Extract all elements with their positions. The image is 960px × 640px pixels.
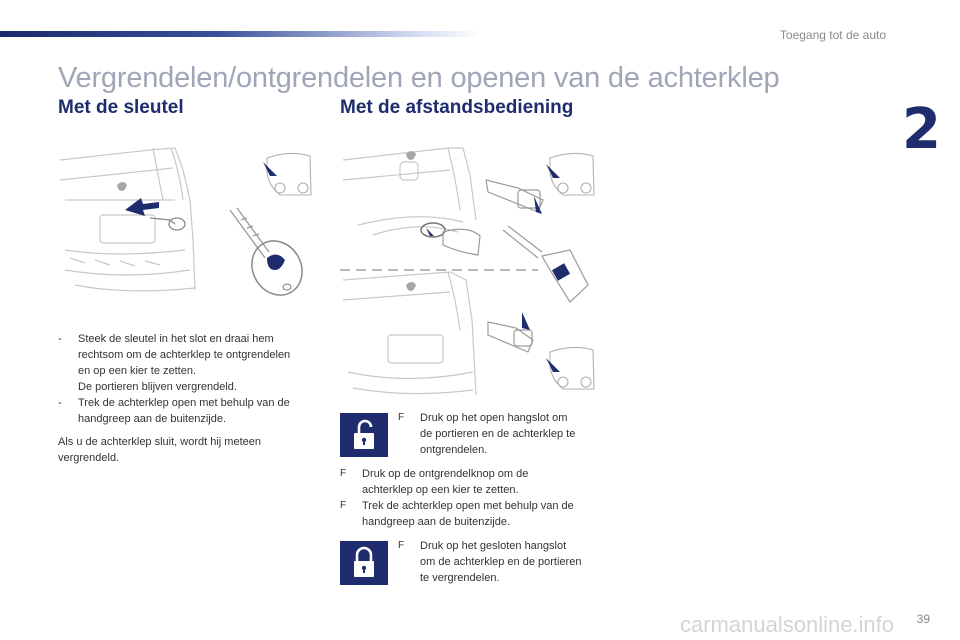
unlock-instruction: [398, 410, 608, 458]
car-rear-arrow-icon: [263, 162, 277, 176]
page-number: 39: [916, 612, 930, 626]
section-label: Toegang tot de auto: [779, 28, 886, 42]
bullet-mark: F: [398, 540, 405, 551]
list-item: - Trek de achterklep open met behulp van de handgreep aan de buitenzijde.: [58, 397, 290, 425]
bullet-mark: F: [340, 500, 347, 511]
list-item: - Steek de sleutel in het slot en draai hem rechtsom om de achterklep te ontgrendelen en op een kier te zetten. De portieren blijven vergrendeld.: [58, 333, 291, 393]
watermark: carmanualsonline.info: [680, 612, 895, 637]
header-gradient-bar: [0, 31, 480, 37]
auto-lock-note: Als u de achterklep sluit, wordt hij meteen vergrendeld.: [58, 436, 261, 464]
chapter-number: 2: [902, 97, 941, 162]
list-dash: -: [58, 333, 62, 345]
list-item: F Druk op het gesloten hangslot om de achterklep en de portieren te vergrendelen.: [398, 540, 582, 584]
key-tailgate-illustration: [55, 140, 317, 305]
key-instructions-list: [58, 331, 323, 427]
list-item: F Druk op de ontgrendelknop om de achterklep op een kier te zetten.: [340, 468, 529, 496]
closed-padlock-icon: [340, 541, 388, 585]
heading-with-remote: Met de afstandsbediening: [340, 97, 574, 118]
brand-logo-icon: [117, 182, 127, 191]
heading-with-key: Met de sleutel: [58, 97, 184, 118]
bullet-mark: F: [398, 412, 405, 423]
lock-instruction: [398, 538, 608, 586]
list-item: F Druk op het open hangslot om de portieren en de achterklep te ontgrendelen.: [398, 412, 576, 456]
page-title: Vergrendelen/ontgrendelen en openen van de achterklep: [58, 62, 780, 94]
remote-tailgate-illustration: [338, 140, 600, 402]
list-item: F Trek de achterklep open met behulp van de handgreep aan de buitenzijde.: [340, 500, 574, 528]
list-dash: -: [58, 397, 62, 409]
insert-arrow-icon: [125, 198, 159, 216]
tailgate-open-instructions: [340, 466, 610, 530]
bullet-mark: F: [340, 468, 347, 479]
open-padlock-icon: [340, 413, 388, 457]
key-logo-icon: [267, 254, 285, 270]
